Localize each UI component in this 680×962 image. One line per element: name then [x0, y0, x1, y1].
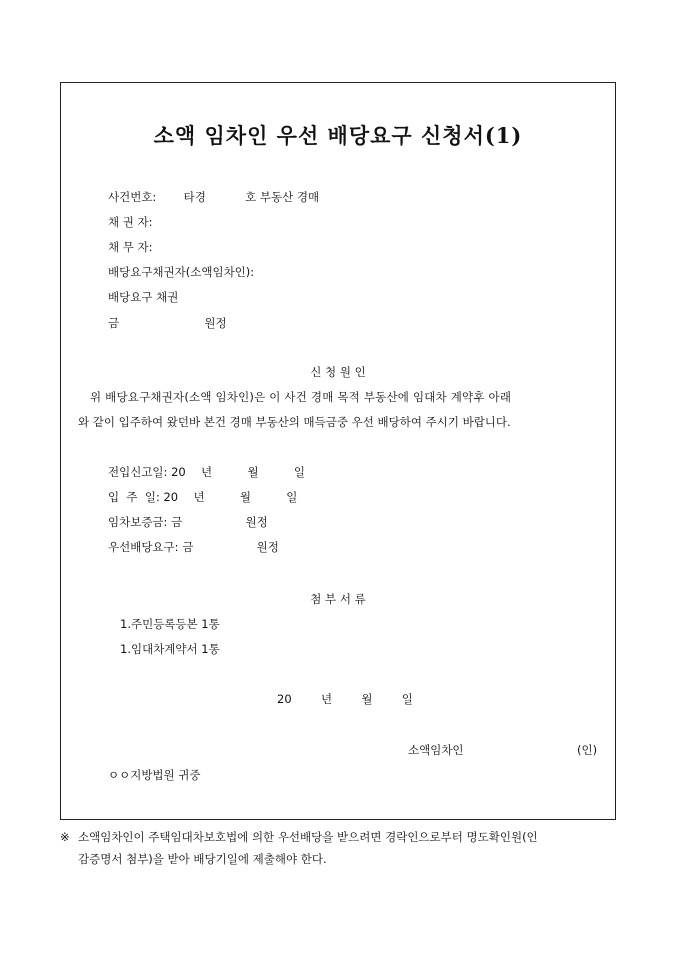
amount-unit: 원정: [204, 316, 227, 330]
day-unit: 일: [293, 465, 305, 479]
attachment-item: 1.임대차계약서 1통: [120, 642, 220, 656]
date-day-unit: 일: [401, 692, 413, 706]
attachment-item: 1.주민등록등본 1통: [120, 617, 220, 631]
creditor-label: 채 권 자:: [108, 215, 153, 229]
day-unit: 일: [286, 490, 298, 504]
debtor-label: 채 무 자:: [108, 240, 153, 254]
reason-heading: 신 청 원 인: [310, 365, 366, 379]
date-year-unit: 년: [320, 692, 333, 706]
date-row: [277, 692, 413, 706]
claimant-label: 배당요구채권자(소액임차인):: [108, 265, 255, 279]
date-month-unit: 월: [361, 692, 373, 706]
attachments-heading: 첨 부 서 류: [310, 592, 366, 606]
signature-seal: (인): [577, 743, 598, 757]
year-unit: 년: [193, 490, 205, 504]
deposit-amount-unit: 원정: [245, 515, 268, 529]
reason-line-1: 위 배당요구채권자(소액 임차인)은 이 사건 경매 목적 부동산에 임대차 계약후 아래: [90, 390, 512, 404]
deposit-amount-label: 금: [171, 515, 183, 529]
move-in-report-year: 20: [171, 465, 186, 479]
priority-row: [108, 540, 279, 554]
deposit-row: [108, 515, 268, 529]
year-unit: 년: [201, 465, 213, 479]
reason-line-2: 와 같이 입주하여 왔던바 본건 경매 부동산의 매득금중 우선 배당하여 주시기 바랍니다.: [78, 415, 511, 429]
move-in-year: 20: [163, 490, 179, 504]
priority-amount-label: 금: [182, 540, 194, 554]
claim-label: 배당요구 채권: [108, 290, 179, 304]
case-number-suffix: 호 부동산 경매: [245, 190, 320, 204]
priority-amount-unit: 원정: [256, 540, 279, 554]
case-number-prefix: 타경: [183, 190, 206, 204]
claim-amount-row: [108, 316, 227, 330]
move-in-report-row: [108, 465, 305, 479]
date-year: 20: [277, 692, 292, 706]
amount-label: 금: [108, 316, 120, 330]
footnote-line-1: 소액임차인이 주택임대차보호법에 의한 우선배당을 받으려면 경락인으로부터 명도확인원(인: [78, 830, 538, 844]
signature-name-label: 소액임차인: [408, 743, 464, 757]
month-unit: 월: [247, 465, 259, 479]
month-unit: 월: [239, 490, 251, 504]
move-in-label: 입 주 일:: [108, 490, 160, 504]
case-number-row: [108, 190, 319, 204]
court-addressee: ㅇㅇ지방법원 귀중: [108, 768, 201, 782]
document-title: 소액 임차인 우선 배당요구 신청서(1): [153, 123, 523, 148]
move-in-row: [108, 490, 297, 504]
footnote-line-2: 감증명서 첨부)을 받아 배당기일에 제출해야 한다.: [78, 852, 327, 866]
move-in-report-label: 전입신고일:: [108, 465, 168, 479]
priority-label: 우선배당요구:: [108, 540, 179, 554]
deposit-label: 임차보증금:: [108, 515, 168, 529]
case-number-label: 사건번호:: [108, 190, 157, 204]
footnote-mark: ※: [60, 830, 70, 844]
